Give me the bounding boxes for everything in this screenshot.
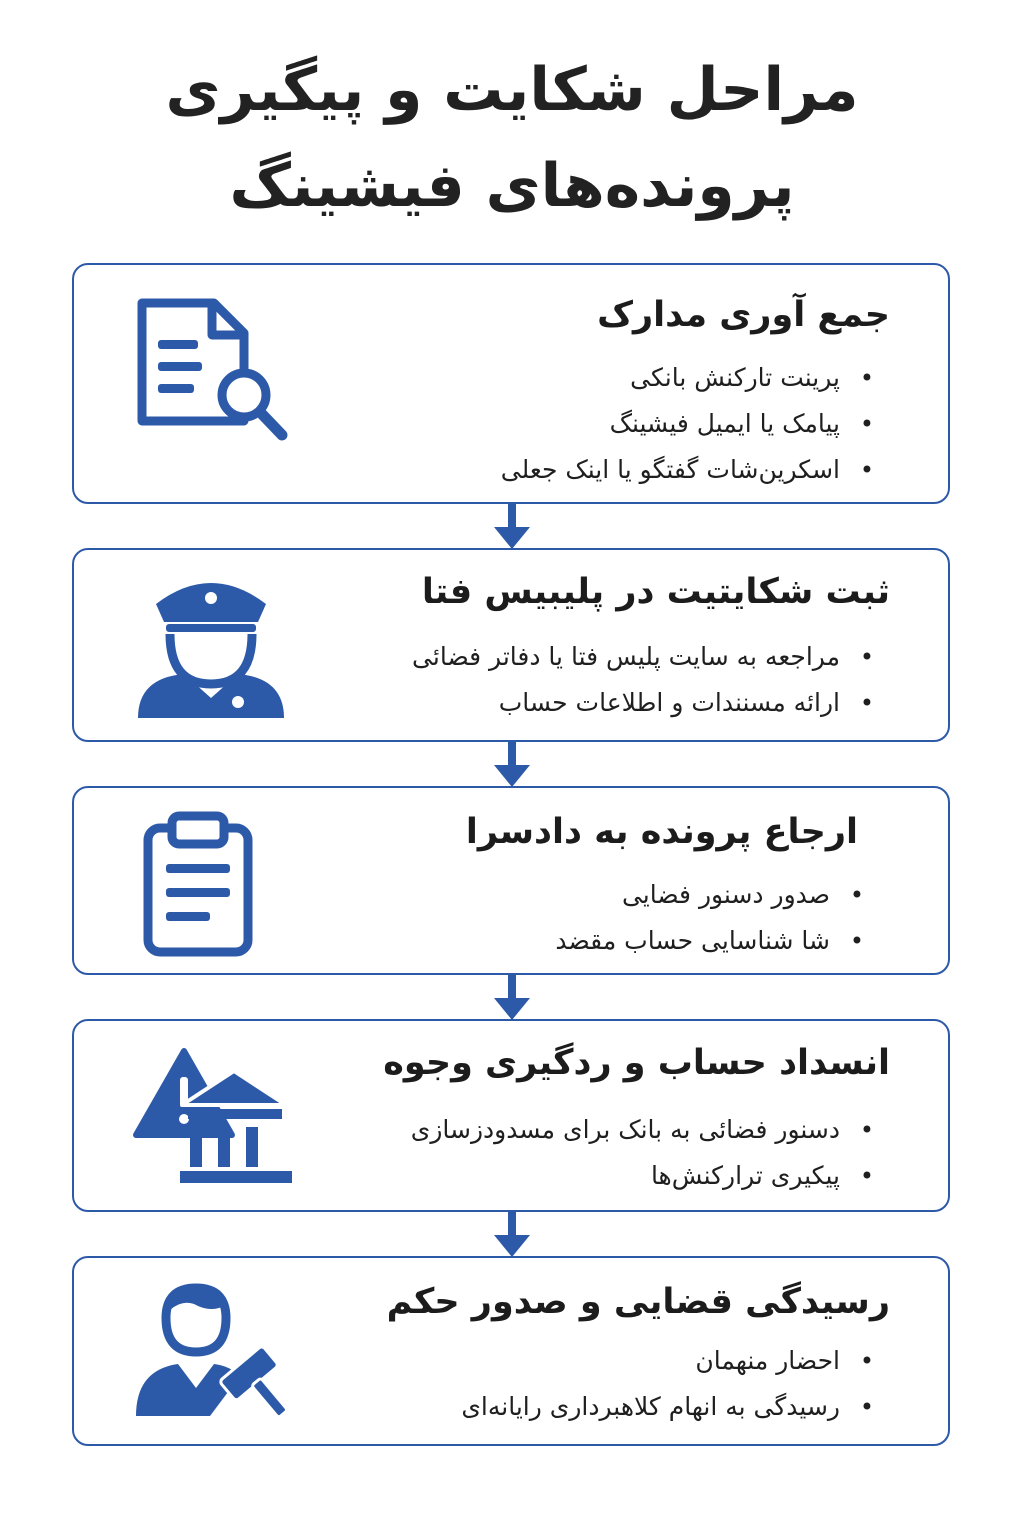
list-item: • پیکیری ترارکنش‌ها (411, 1153, 874, 1199)
bullet-icon: • (859, 410, 874, 438)
bullet-list (411, 1107, 874, 1199)
step-heading: رسیدگی قضایی و صدور حکم (386, 1282, 890, 1322)
bullet-icon: • (859, 1393, 874, 1421)
bullet-icon: • (859, 456, 874, 484)
list-item: • پیامک یا ایمیل فیشینگ (501, 401, 874, 447)
title-line-1: مراحل شکایت و پیگیری (165, 55, 859, 125)
down-arrow-icon (492, 1211, 532, 1259)
step-card-trial (72, 1256, 950, 1446)
bullet-list (501, 355, 874, 493)
bullet-list (461, 1338, 874, 1430)
judge-gavel-icon (126, 1280, 296, 1430)
list-item: • اسکرین‌شات گفتگو یا اینک جعلی (501, 447, 874, 493)
bullet-list (412, 634, 874, 726)
step-card-evidence (72, 263, 950, 504)
list-item: • مراجعه به سایت پلیس فتا یا دفاتر فضائی (412, 634, 874, 680)
step-heading: ارجاع پرونده به دادسرا (465, 812, 858, 852)
clipboard-icon (126, 810, 296, 960)
down-arrow-icon (492, 741, 532, 789)
bullet-icon: • (859, 643, 874, 671)
bullet-icon: • (859, 1347, 874, 1375)
document-search-icon (126, 295, 296, 445)
title-line-2: پرونده‌های فیشینگ (229, 151, 795, 221)
bullet-icon: • (859, 1116, 874, 1144)
list-item: • صدور دسنور فضایی (555, 872, 864, 918)
step-card-police-report (72, 548, 950, 742)
bank-warning-icon (126, 1043, 296, 1193)
police-officer-icon (126, 568, 296, 718)
down-arrow-icon (492, 974, 532, 1022)
bullet-icon: • (849, 927, 864, 955)
list-item: • احضار منهمان (461, 1338, 874, 1384)
bullet-icon: • (859, 1162, 874, 1190)
down-arrow-icon (492, 503, 532, 551)
list-item: • دسنور فضائی به بانک برای مسدودزسازی (411, 1107, 874, 1153)
list-item: • رسیدگی به انهام کلاهبرداری رایانه‌ای (461, 1384, 874, 1430)
step-heading: ثبت شکایتیت در پلیبیس فتا (421, 572, 890, 612)
list-item: • پرینت تارکنش بانکی (501, 355, 874, 401)
page-title (0, 42, 1024, 234)
step-card-account-freeze (72, 1019, 950, 1212)
bullet-icon: • (859, 689, 874, 717)
bullet-list (555, 872, 864, 964)
list-item: • ارائه مسنندات و اطلاعات حساب (412, 680, 874, 726)
step-heading: جمع آوری مدارک (597, 295, 890, 335)
step-card-prosecutor (72, 786, 950, 975)
bullet-icon: • (849, 881, 864, 909)
bullet-icon: • (859, 364, 874, 392)
list-item: • شا شناسایی حساب مقضد (555, 918, 864, 964)
step-heading: انسداد حساب و ردگیری وجوه (383, 1043, 890, 1083)
